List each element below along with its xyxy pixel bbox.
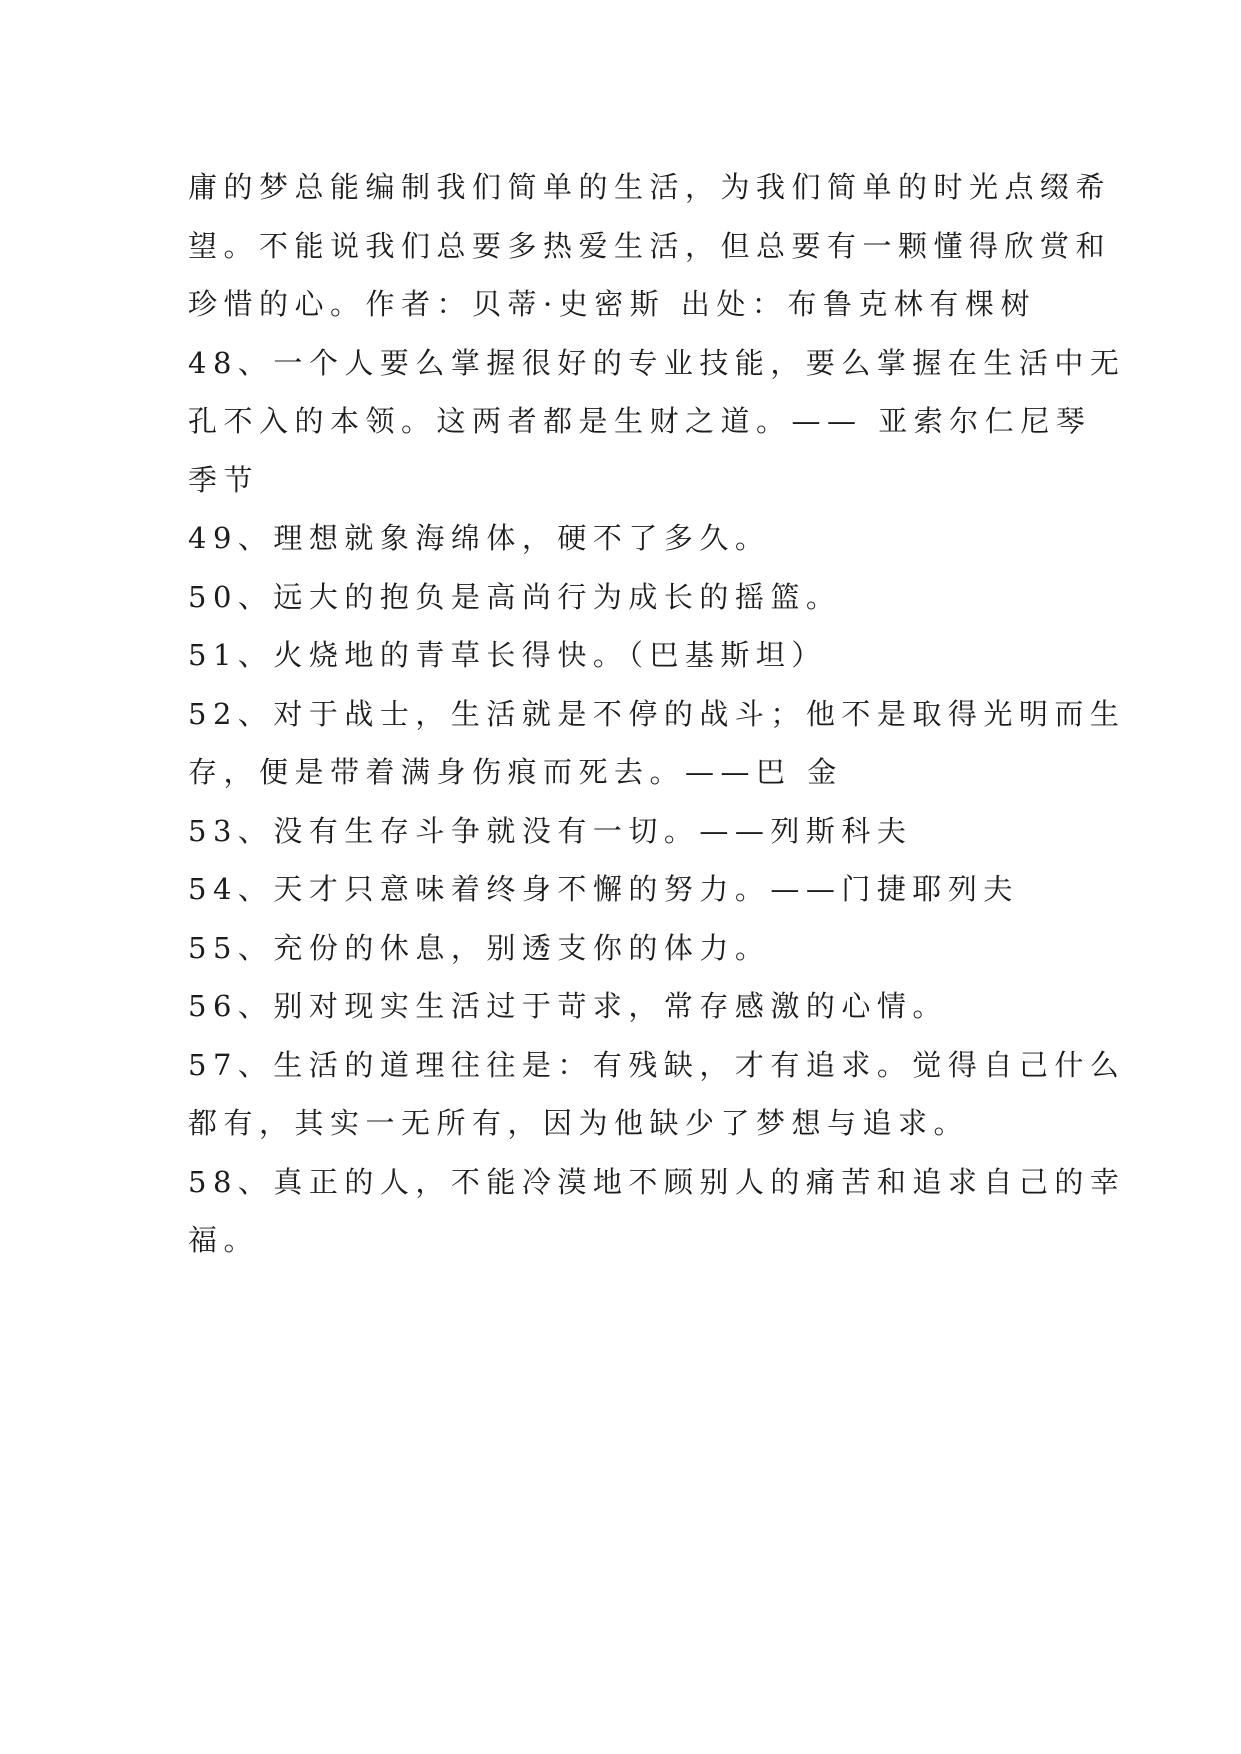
text-line: 53、没有生存斗争就没有一切。——列斯科夫 [188,813,913,848]
text-line: 庸的梦总能编制我们简单的生活，为我们简单的时光点缀希 [188,170,1112,204]
document-body [188,158,1126,1270]
text-line: 50、远大的抱负是高尚行为成长的摇篮。 [188,579,842,614]
text-line: 49、理想就象海绵体，硬不了多久。 [188,521,771,555]
text-line: 孔不入的本领。这两者都是生财之道。—— 亚索尔仁尼琴 [188,404,1092,438]
text-line: 望。不能说我们总要多热爱生活，但总要有一颗懂得欣赏和 [188,228,1112,263]
text-line: 56、别对现实生活过于苛求，常存感激的心情。 [188,989,948,1023]
text-line: 珍惜的心。作者：贝蒂·史密斯 出处：布鲁克林有棵树 [188,287,1036,321]
text-line: 福。 [188,1223,260,1257]
text-line: 58、真正的人，不能冷漠地不顾别人的痛苦和追求自己的幸 [188,1164,1126,1199]
text-line: 都有，其实一无所有，因为他缺少了梦想与追求。 [188,1106,970,1140]
text-line: 48、一个人要么掌握很好的专业技能，要么掌握在生活中无 [188,345,1126,380]
text-line: 54、天才只意味着终身不懈的努力。——门捷耶列夫 [188,872,1019,906]
text-line: 季节 [188,462,260,497]
text-line: 55、充份的休息，别透支你的体力。 [188,930,771,965]
text-line: 52、对于战士，生活就是不停的战斗；他不是取得光明而生 [188,696,1126,731]
text-line: 存，便是带着满身伤痕而死去。——巴 金 [188,755,843,789]
text-line: 51、火烧地的青草长得快。（巴基斯坦） [188,638,827,672]
text-line: 57、生活的道理往往是：有残缺，才有追求。觉得自己什么 [188,1047,1126,1082]
